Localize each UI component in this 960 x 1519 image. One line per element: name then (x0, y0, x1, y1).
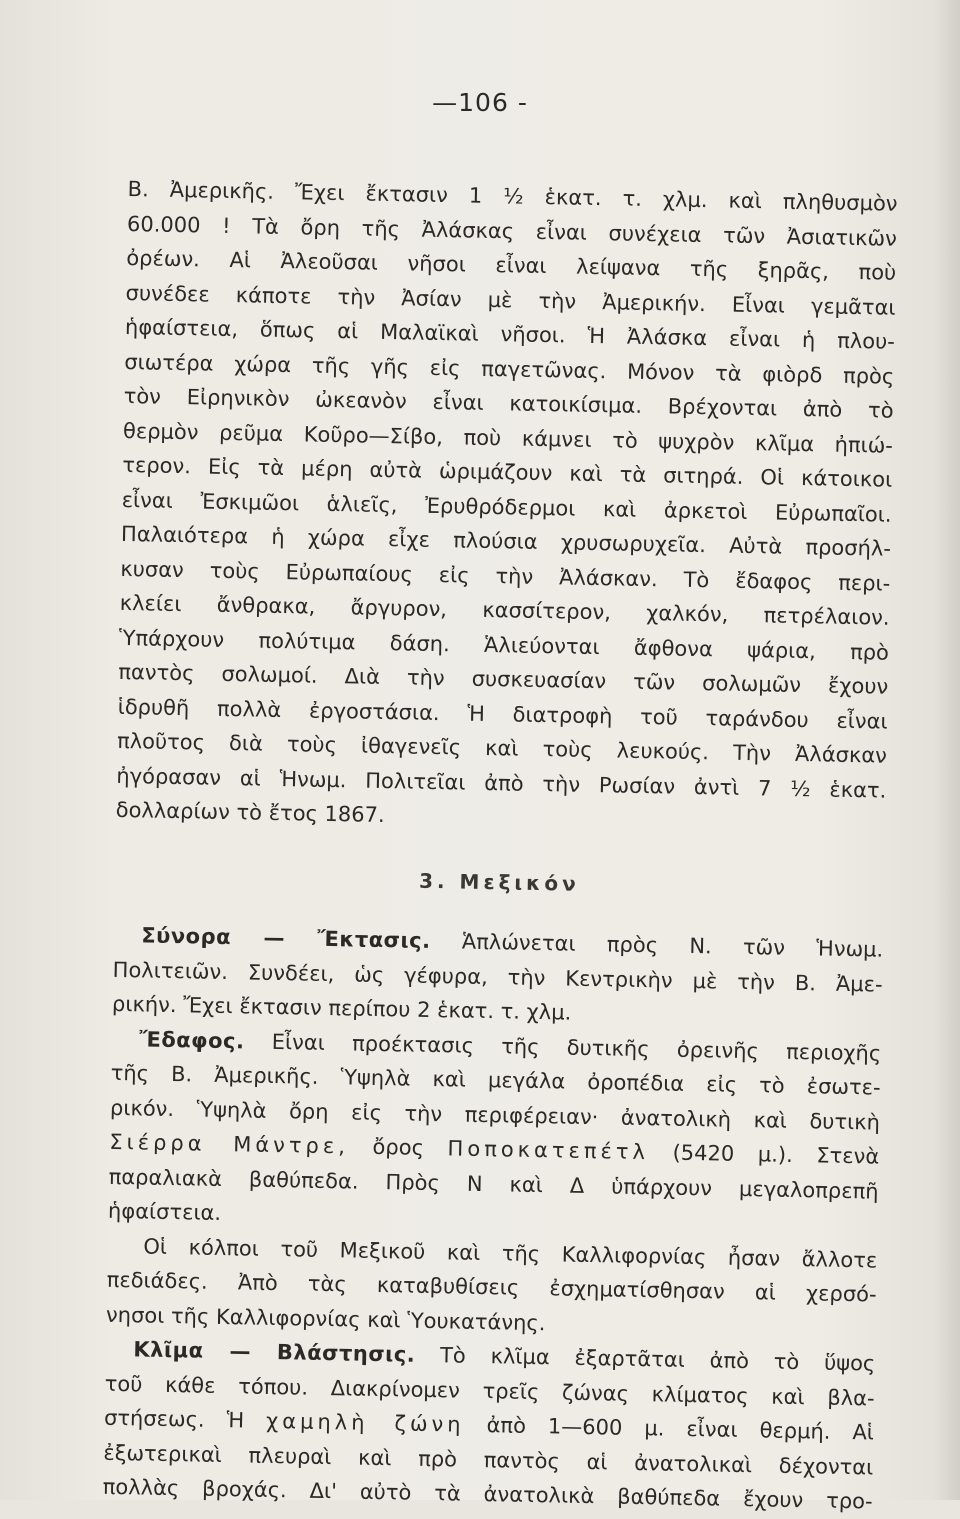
subheading-soil: Ἔδαφος. (139, 1026, 245, 1053)
text-span: Εἶναι προέκτασις τῆς δυτικῆς ὀρεινῆς περιοχῆς (271, 1029, 882, 1066)
text-line: κλείει ἄνθρακα, ἄργυρον, κασσίτερον, χαλκόν, πετρέλαιον. (119, 590, 890, 630)
text-line: τῆς Β. Ἀμερικῆς. Ὑψηλὰ καὶ μεγάλα ὀροπέδια εἰς τὸ ἐσωτε- (110, 1060, 881, 1100)
section-heading: 3. Μεξικόν (418, 868, 581, 896)
text-span: ἀπὸ 1—600 μ. εἶναι θερμή. Αἱ (486, 1413, 875, 1445)
text-span: Ἁπλώνεται πρὸς Ν. τῶν Ἡνωμ. (461, 929, 884, 962)
text-span: ὄρος (372, 1134, 425, 1160)
text-line: ἡφαίστεια, ὅπως αἱ Μαλαϊκαὶ νῆσοι. Ἡ Ἀλάσκα εἶναι ἡ πλου- (124, 314, 896, 354)
paragraph-alaska (115, 172, 897, 842)
text-line: πεδιάδες. Ἀπὸ τὰς καταβυθίσεις ἐσχηματίσθησαν αἱ χερσό- (106, 1267, 877, 1307)
text-line: ὀρέων. Αἱ Ἀλεοῦσαι νῆσοι εἶναι λείψανα τῆς ξηρᾶς, ποὺ (126, 245, 897, 285)
text-line: ἡφαίστεια. (107, 1198, 222, 1225)
text-line: 60.000 ! Τὰ ὄρη τῆς Ἀλάσκας εἶναι συνέχεια τῶν Ἀσιατικῶν (126, 211, 898, 251)
text-line: ἱδρυθῆ πολλὰ ἐργοστάσια. Ἡ διατροφὴ τοῦ ταράνδου εἶναι (117, 694, 888, 734)
low-zone-term: χαμηλὴ ζώνη (265, 1408, 465, 1437)
text-line: Παλαιότερα ἡ χώρα εἶχε πλούσια χρυσωρυχεῖα. Αὐτὰ προσήλ- (120, 521, 892, 561)
text-line: νησοι τῆς Καλλιφορνίας καὶ Ὑουκατάνης. (105, 1302, 546, 1335)
text-line: παντὸς σολωμοί. Διὰ τὴν συσκευασίαν τῶν σολωμῶν ἔχουν (118, 659, 889, 699)
page-number: —106 - (432, 88, 528, 117)
text-line: Οἱ κόλποι τοῦ Μεξικοῦ καὶ τῆς Καλλιφορνίας ἦσαν ἄλλοτε (143, 1233, 878, 1273)
text-line: ρικήν. Ἔχει ἔκτασιν περίπου 2 ἑκατ. τ. χλμ. (111, 991, 572, 1025)
page-text (102, 172, 897, 1519)
text-line: πλοῦτος διὰ τοὺς ἰθαγενεῖς καὶ τοὺς λευκούς. Τὴν Ἀλάσκαν (116, 728, 888, 768)
subheading-borders: Σύνορα — Ἔκτασις. (141, 923, 431, 953)
section-soil (108, 1021, 882, 1243)
text-line: ἐξωτερικαὶ πλευραὶ καὶ πρὸ παντὸς αἱ ἀνατολικαὶ δέχονται (103, 1440, 874, 1480)
subheading-climate: Κλῖμα — Βλάστησις. (133, 1337, 416, 1367)
text-line: κυσαν τοὺς Εὐρωπαίους εἰς τὴν Ἀλάσκαν. Τὸ ἔδαφος περι- (120, 556, 891, 596)
section-borders (112, 918, 884, 1036)
text-span: στήσεως. Ἡ (103, 1405, 245, 1433)
volcano-name: Ποποκατεπέτλ (447, 1136, 650, 1165)
text-line: σιωτέρα χώρα τῆς γῆς εἰς παγετῶνας. Μόνον τὰ φιὸρδ πρὸς (124, 349, 895, 389)
text-line: Πολιτειῶν. Συνδέει, ὡς γέφυρα, τὴν Κεντρικὴν μὲ τὴν Β. Ἀμε- (112, 957, 883, 997)
text-line: συνέδεε κάποτε τὴν Ἀσίαν μὲ τὴν Ἀμερικήν. Εἶναι γεμᾶται (125, 280, 896, 320)
text-line: δολλαρίων τὸ ἔτος 1867. (115, 797, 385, 828)
text-line: ρικόν. Ὑψηλὰ ὄρη εἰς τὴν περιφέρειαν· ἀνατολικὴ καὶ δυτικὴ (109, 1095, 881, 1135)
section-gulfs (106, 1228, 878, 1346)
text-line: εἶναι Ἐσκιμῶοι ἁλιεῖς, Ἐρυθρόδερμοι καὶ ἀρκετοὶ Εὐρωπαῖοι. (121, 487, 892, 527)
text-line: παραλιακὰ βαθύπεδα. Πρὸς Ν καὶ Δ ὑπάρχουν μεγαλοπρεπῆ (108, 1164, 879, 1204)
text-line: Ὑπάρχουν πολύτιμα δάση. Ἁλιεύονται ἄφθονα ψάρια, πρὸ (118, 625, 890, 665)
text-line: τερον. Εἰς τὰ μέρη αὐτὰ ὡριμάζουν καὶ τὰ σιτηρά. Οἱ κάτοικοι (122, 452, 893, 492)
section-climate (102, 1332, 875, 1519)
text-line: θερμὸν ρεῦμα Κοῦρο—Σίβο, ποὺ κάμνει τὸ ψυχρὸν κλῖμα ἠπιώ- (122, 418, 894, 458)
text-line: τοῦ κάθε τόπου. Διακρίνομεν τρεῖς ζώνας κλίματος καὶ βλα- (104, 1371, 875, 1411)
mountain-name: Σιέρρα Μάντρε, (109, 1129, 350, 1159)
text-span: (5420 μ.). Στενὰ (672, 1140, 880, 1169)
page-edge-shadow (934, 0, 960, 1500)
text-line: ἠγόρασαν αἱ Ἡνωμ. Πολιτεῖαι ἀπὸ τὴν Ρωσίαν ἀντὶ 7 ½ ἑκατ. (116, 763, 887, 803)
text-span: Τὸ κλῖμα ἐξαρτᾶται ἀπὸ τὸ ὕψος (439, 1343, 876, 1376)
text-line: πολλὰς βροχάς. Δι' αὐτὸ τὰ ἀνατολικὰ βαθύπεδα ἔχουν τρο- (102, 1474, 873, 1514)
text-line: Β. Ἀμερικῆς. Ἔχει ἔκτασιν 1 ½ ἑκατ. τ. χλμ. καὶ πληθυσμὸν (127, 176, 898, 216)
text-line: τὸν Εἰρηνικὸν ὠκεανὸν εἶναι κατοικίσιμα. Βρέχονται ἀπὸ τὸ (123, 383, 894, 423)
